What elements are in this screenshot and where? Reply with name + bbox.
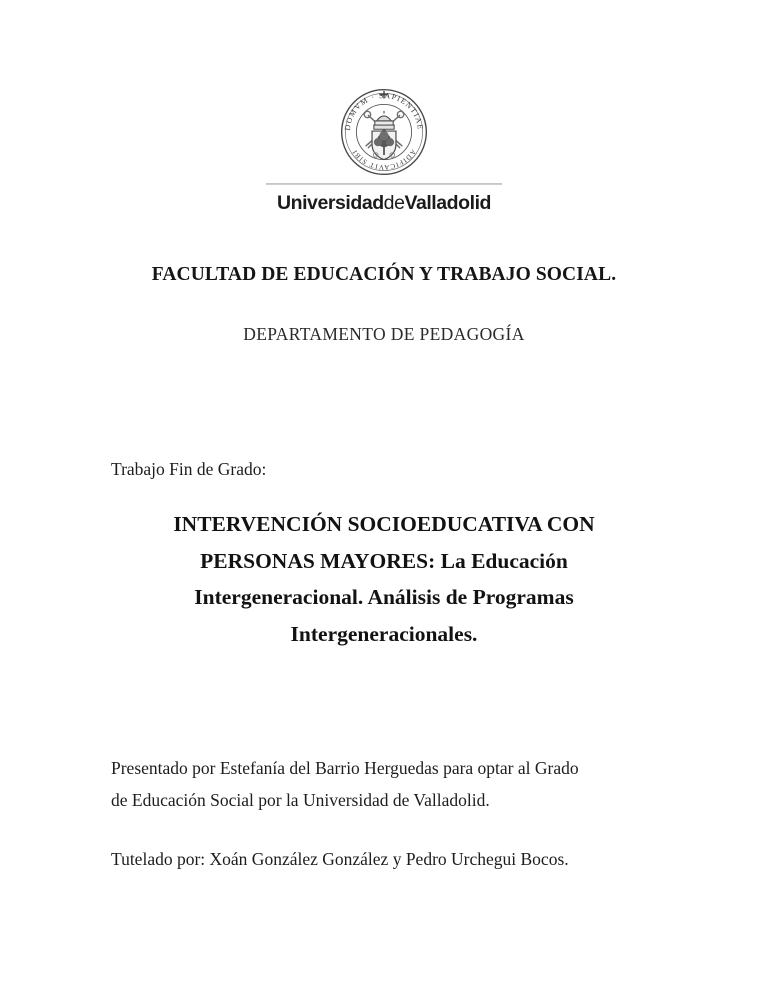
presented-line-1: Presentado por Estefanía del Barrio Herguedas para optar al Grado xyxy=(111,758,579,778)
university-seal-icon xyxy=(332,86,436,178)
tutored-by-paragraph: Tutelado por: Xoán González González y Pedro Urchegui Bocos. xyxy=(111,849,569,869)
wordmark-universidad: Universidad xyxy=(277,192,384,214)
university-wordmark xyxy=(277,194,491,214)
svg-text:ADIFICAVIT SIBI: ADIFICAVIT SIBI xyxy=(351,147,417,171)
svg-text:DOMVM · SAPIENTIAE: DOMVM · SAPIENTIAE xyxy=(342,90,426,131)
degree-label: Trabajo Fin de Grado: xyxy=(111,459,267,479)
presented-line-2: de Educación Social por la Universidad de Valladolid. xyxy=(111,790,490,810)
title-line-1: INTERVENCIÓN SOCIOEDUCATIVA CON xyxy=(173,512,595,536)
department-heading: DEPARTAMENTO DE PEDAGOGÍA xyxy=(243,324,525,344)
wordmark-de: de xyxy=(383,192,405,214)
university-logo-block xyxy=(0,86,768,214)
presented-by-paragraph xyxy=(111,752,663,816)
title-line-3: Intergeneracional. Análisis de Programas xyxy=(194,585,574,609)
title-line-2: PERSONAS MAYORES: La Educación xyxy=(200,548,568,573)
thesis-title xyxy=(114,506,654,652)
wordmark-valladolid: Valladolid xyxy=(404,192,491,214)
faculty-heading: FACULTAD DE EDUCACIÓN Y TRABAJO SOCIAL. xyxy=(151,264,617,285)
title-line-4: Intergeneracionales. xyxy=(290,621,478,646)
logo-divider-rule xyxy=(266,183,502,185)
